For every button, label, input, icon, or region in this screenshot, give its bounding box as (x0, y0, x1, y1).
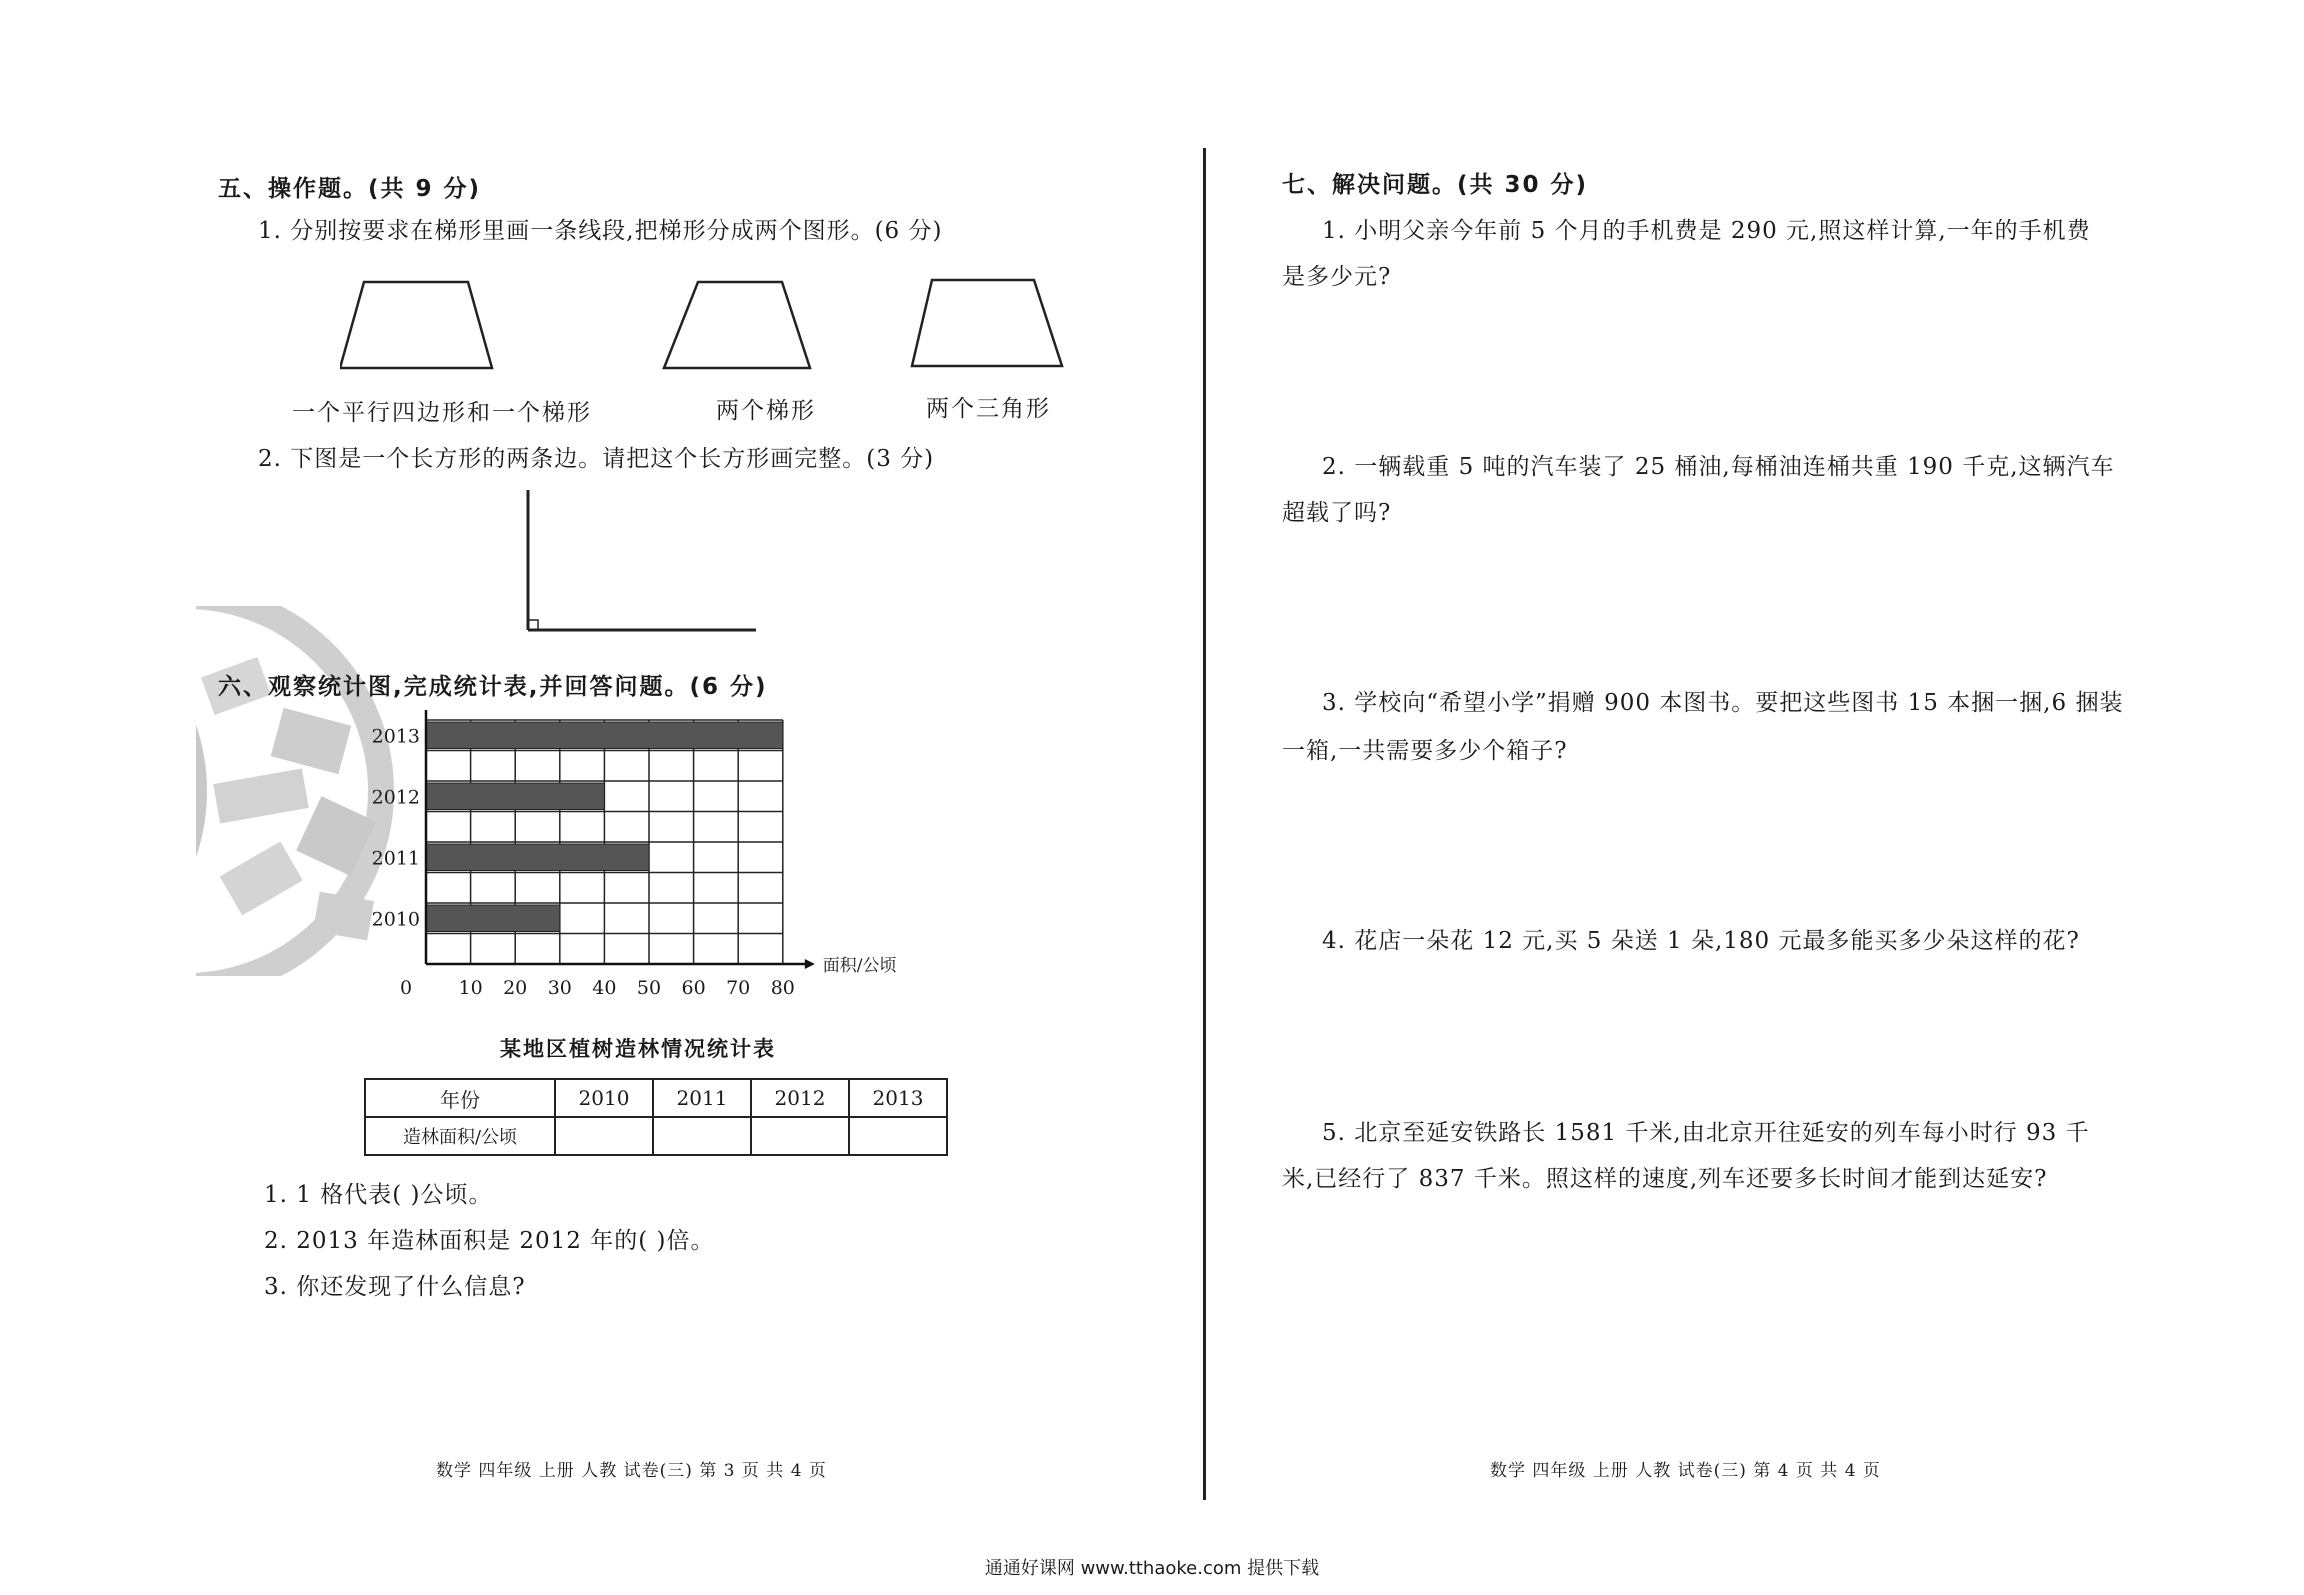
section6-question-3: 3. 你还发现了什么信息? (264, 1274, 526, 1300)
problem-1-line2: 是多少元? (1282, 264, 1392, 290)
bar-2013 (426, 722, 783, 749)
x-tick-label: 70 (726, 977, 751, 999)
rectangle-two-sides (520, 490, 770, 640)
stats-table (364, 1078, 948, 1156)
y-tick-label: 2012 (371, 786, 420, 809)
y-tick-label: 2013 (371, 725, 420, 748)
y-tick-label: 2010 (371, 908, 420, 931)
table-answer-cell[interactable] (555, 1117, 653, 1155)
section5-q1: 1. 分别按要求在梯形里画一条线段,把梯形分成两个图形。(6 分) (258, 218, 943, 244)
x-tick-label: 30 (547, 977, 572, 999)
table-area-label: 造林面积/公顷 (365, 1117, 555, 1155)
download-credit: 通通好课网 www.tthaoke.com 提供下载 (984, 1558, 1320, 1579)
x-axis-label: 面积/公顷 (822, 956, 897, 976)
table-answer-cell[interactable] (653, 1117, 751, 1155)
problem-3-line2: 一箱,一共需要多少个箱子? (1282, 738, 1568, 764)
problem-2-line2: 超载了吗? (1282, 500, 1392, 526)
table-year-2011: 2011 (653, 1079, 751, 1117)
tree-planting-chart (370, 710, 930, 1020)
bar-2010 (426, 905, 560, 932)
shape-label-1: 一个平行四边形和一个梯形 (292, 400, 592, 426)
section6-question-2: 2. 2013 年造林面积是 2012 年的( )倍。 (264, 1228, 715, 1254)
bar-2012 (426, 783, 604, 810)
problem-1-line1: 1. 小明父亲今年前 5 个月的手机费是 290 元,照这样计算,一年的手机费 (1322, 218, 2091, 244)
table-year-2012: 2012 (751, 1079, 849, 1117)
right-page (1210, 0, 2304, 1595)
trapezoid-2 (664, 282, 810, 368)
problem-2-line1: 2. 一辆载重 5 吨的汽车装了 25 桶油,每桶油连桶共重 190 千克,这辆汽车 (1322, 454, 2115, 480)
table-header-year-label: 年份 (365, 1079, 555, 1117)
problem-5-line2: 米,已经行了 837 千米。照这样的速度,列车还要多长时间才能到达延安? (1282, 1166, 2048, 1192)
table-row (365, 1079, 947, 1117)
x-tick-label: 10 (458, 977, 483, 999)
problem-5-line1: 5. 北京至延安铁路长 1581 千米,由北京开往延安的列车每小时行 93 千 (1322, 1120, 2090, 1146)
problem-4-line1: 4. 花店一朵花 12 元,买 5 朵送 1 朵,180 元最多能买多少朵这样的花? (1322, 928, 2080, 954)
x-tick-label: 40 (592, 977, 617, 999)
x-tick-label: 60 (681, 977, 706, 999)
x-tick-label: 0 (399, 977, 413, 999)
right-footer: 数学 四年级 上册 人教 试卷(三) 第 4 页 共 4 页 (1490, 1461, 1881, 1481)
x-tick-label: 50 (636, 977, 662, 999)
left-footer: 数学 四年级 上册 人教 试卷(三) 第 3 页 共 4 页 (436, 1461, 827, 1481)
table-answer-cell[interactable] (751, 1117, 849, 1155)
trapezoid-1 (340, 282, 492, 368)
section6-question-1: 1. 1 格代表( )公顷。 (264, 1182, 493, 1208)
table-title: 某地区植树造林情况统计表 (500, 1037, 776, 1061)
x-tick-label: 20 (503, 977, 528, 999)
y-tick-label: 2011 (371, 847, 420, 870)
section7-heading: 七、解决问题。(共 30 分) (1282, 172, 1589, 198)
section5-q2: 2. 下图是一个长方形的两条边。请把这个长方形画完整。(3 分) (258, 446, 935, 472)
table-answer-cell[interactable] (849, 1117, 947, 1155)
table-year-2010: 2010 (555, 1079, 653, 1117)
trapezoid-shapes (340, 276, 1080, 376)
x-tick-label: 80 (770, 977, 795, 999)
table-year-2013: 2013 (849, 1079, 947, 1117)
section6-heading: 六、观察统计图,完成统计表,并回答问题。(6 分) (218, 674, 768, 700)
section5-heading: 五、操作题。(共 9 分) (218, 176, 482, 202)
page-divider (1203, 148, 1206, 1500)
shape-label-2: 两个梯形 (716, 398, 816, 424)
bar-2011 (426, 844, 649, 871)
x-axis-arrow (805, 959, 815, 969)
table-row (365, 1117, 947, 1155)
shape-label-3: 两个三角形 (926, 396, 1051, 422)
problem-3-line1: 3. 学校向“希望小学”捐赠 900 本图书。要把这些图书 15 本捆一捆,6 捆装 (1322, 690, 2124, 716)
trapezoid-3 (912, 280, 1062, 366)
